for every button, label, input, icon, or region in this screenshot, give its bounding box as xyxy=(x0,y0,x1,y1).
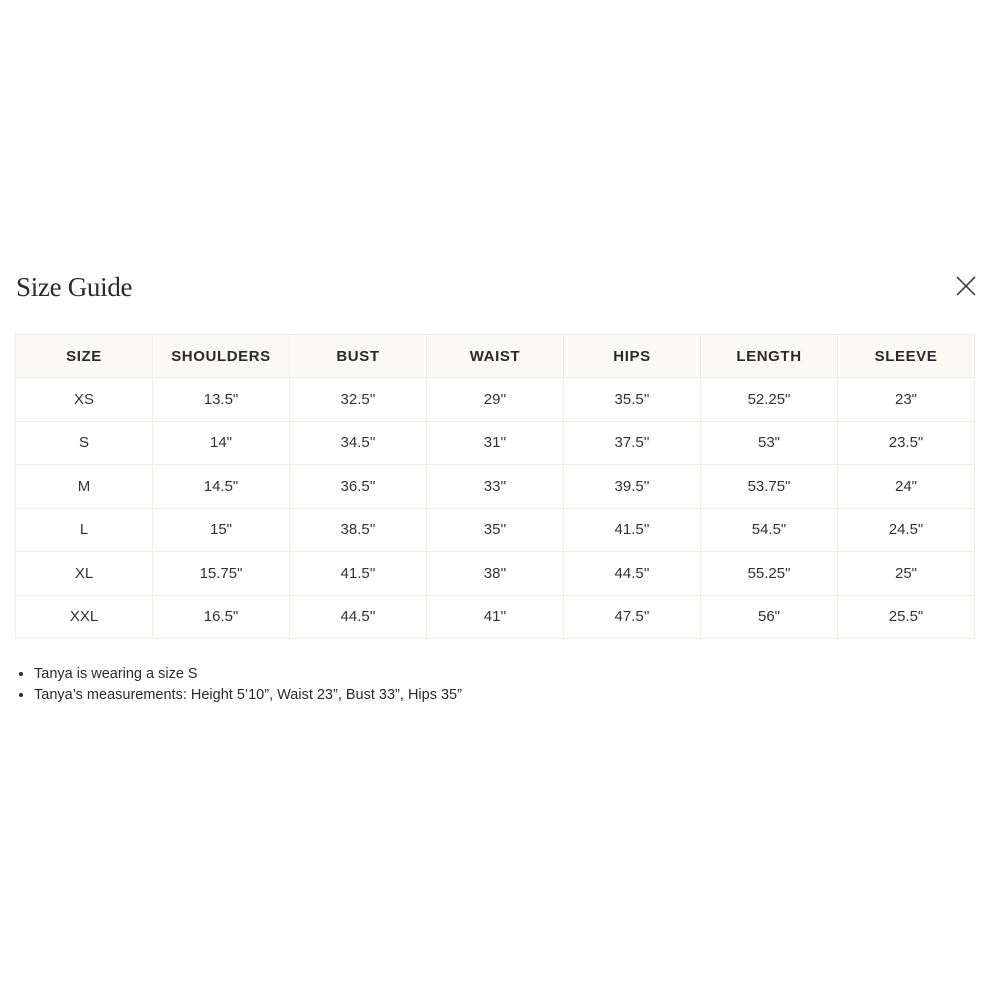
cell-shoulders: 15.75" xyxy=(153,552,290,596)
table-row xyxy=(16,595,975,639)
cell-hips: 37.5'' xyxy=(564,421,701,465)
cell-size: XS xyxy=(16,378,153,422)
header-length: LENGTH xyxy=(701,335,838,378)
table-row xyxy=(16,378,975,422)
header-hips: HIPS xyxy=(564,335,701,378)
table-row xyxy=(16,552,975,596)
fit-notes-list xyxy=(16,664,462,706)
table-header-row xyxy=(16,335,975,378)
cell-length: 52.25" xyxy=(701,378,838,422)
size-table xyxy=(15,334,975,639)
cell-size: M xyxy=(16,465,153,509)
header-shoulders: SHOULDERS xyxy=(153,335,290,378)
close-icon xyxy=(952,272,980,300)
cell-size: XXL xyxy=(16,595,153,639)
cell-size: L xyxy=(16,508,153,552)
cell-waist: 29'' xyxy=(427,378,564,422)
header-sleeve: SLEEVE xyxy=(838,335,975,378)
cell-sleeve: 23.5" xyxy=(838,421,975,465)
cell-bust: 44.5'' xyxy=(290,595,427,639)
header-waist: WAIST xyxy=(427,335,564,378)
header-size: SIZE xyxy=(16,335,153,378)
cell-size: S xyxy=(16,421,153,465)
cell-waist: 33'' xyxy=(427,465,564,509)
cell-length: 56" xyxy=(701,595,838,639)
cell-shoulders: 16.5" xyxy=(153,595,290,639)
cell-waist: 41'' xyxy=(427,595,564,639)
cell-hips: 35.5'' xyxy=(564,378,701,422)
list-item: • Tanya’s measurements: Height 5’10”, Waist 23”, Bust 33”, Hips 35” xyxy=(34,685,462,706)
close-button[interactable] xyxy=(952,272,980,300)
cell-shoulders: 14" xyxy=(153,421,290,465)
cell-hips: 47.5'' xyxy=(564,595,701,639)
cell-sleeve: 23" xyxy=(838,378,975,422)
cell-shoulders: 15" xyxy=(153,508,290,552)
cell-size: XL xyxy=(16,552,153,596)
cell-length: 54.5" xyxy=(701,508,838,552)
cell-waist: 35'' xyxy=(427,508,564,552)
cell-bust: 36.5'' xyxy=(290,465,427,509)
cell-sleeve: 24.5" xyxy=(838,508,975,552)
table-row xyxy=(16,465,975,509)
header-bust: BUST xyxy=(290,335,427,378)
cell-sleeve: 24" xyxy=(838,465,975,509)
list-item: • Tanya is wearing a size S xyxy=(34,664,462,685)
cell-sleeve: 25.5" xyxy=(838,595,975,639)
cell-sleeve: 25" xyxy=(838,552,975,596)
cell-waist: 31'' xyxy=(427,421,564,465)
cell-bust: 32.5'' xyxy=(290,378,427,422)
cell-length: 53" xyxy=(701,421,838,465)
cell-waist: 38'' xyxy=(427,552,564,596)
modal-title: Size Guide xyxy=(16,272,133,302)
table-row xyxy=(16,421,975,465)
cell-shoulders: 13.5" xyxy=(153,378,290,422)
cell-bust: 34.5'' xyxy=(290,421,427,465)
cell-length: 55.25" xyxy=(701,552,838,596)
cell-hips: 44.5'' xyxy=(564,552,701,596)
cell-hips: 41.5'' xyxy=(564,508,701,552)
cell-hips: 39.5'' xyxy=(564,465,701,509)
cell-length: 53.75" xyxy=(701,465,838,509)
cell-bust: 38.5'' xyxy=(290,508,427,552)
cell-shoulders: 14.5" xyxy=(153,465,290,509)
table-row xyxy=(16,508,975,552)
cell-bust: 41.5'' xyxy=(290,552,427,596)
